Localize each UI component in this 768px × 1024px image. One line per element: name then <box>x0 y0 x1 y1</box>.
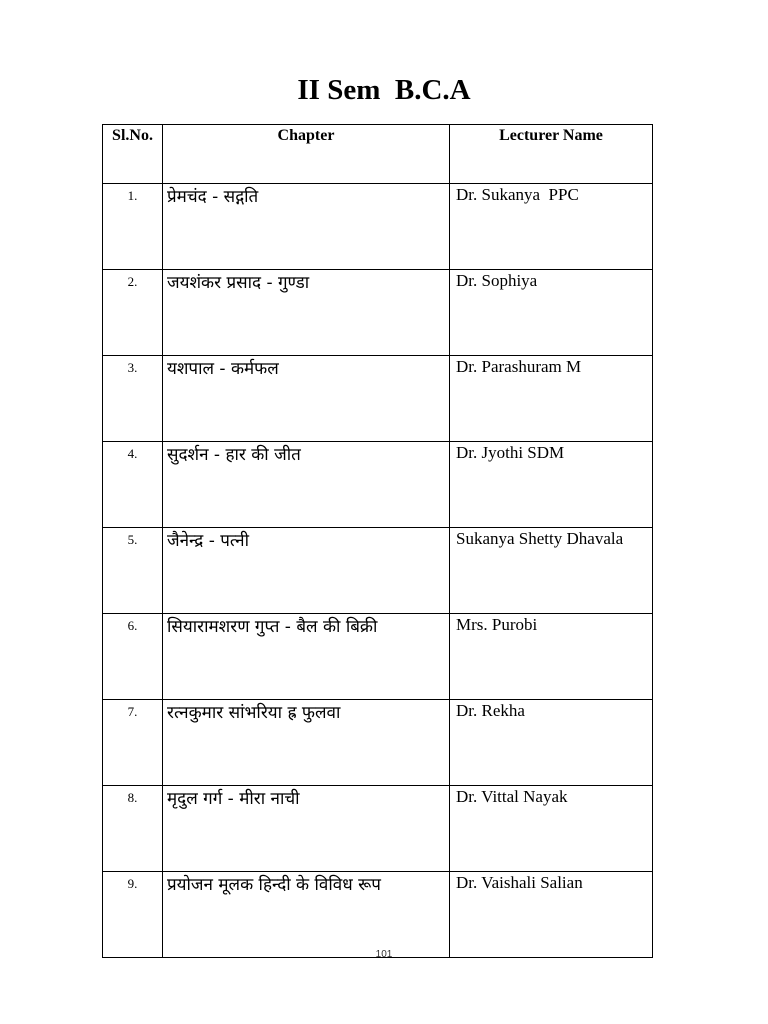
lecturer-cell: Sukanya Shetty Dhavala <box>450 528 653 614</box>
chapter-cell: मृदुल गर्ग - मीरा नाची <box>163 786 450 872</box>
table-row <box>103 356 653 442</box>
table-row <box>103 872 653 958</box>
lecturer-cell: Dr. Jyothi SDM <box>450 442 653 528</box>
table-header-row <box>103 125 653 184</box>
chapter-lecturer-table <box>102 124 653 958</box>
table-row <box>103 614 653 700</box>
lecturer-cell: Dr. Vaishali Salian <box>450 872 653 958</box>
sl-no-cell: 8. <box>103 786 163 872</box>
chapter-cell: प्रेमचंद - सद्गति <box>163 184 450 270</box>
header-sl-no: Sl.No. <box>103 125 163 184</box>
table-row <box>103 184 653 270</box>
sl-no-cell: 1. <box>103 184 163 270</box>
chapter-cell: जैनेन्द्र - पत्नी <box>163 528 450 614</box>
lecturer-cell: Dr. Parashuram M <box>450 356 653 442</box>
chapter-cell: जयशंकर प्रसाद - गुण्डा <box>163 270 450 356</box>
sl-no-cell: 9. <box>103 872 163 958</box>
chapter-cell: सुदर्शन - हार की जीत <box>163 442 450 528</box>
sl-no-cell: 6. <box>103 614 163 700</box>
lecturer-cell: Dr. Rekha <box>450 700 653 786</box>
header-lecturer-name: Lecturer Name <box>450 125 653 184</box>
lecturer-cell: Mrs. Purobi <box>450 614 653 700</box>
table-row <box>103 786 653 872</box>
lecturer-cell: Dr. Sukanya PPC <box>450 184 653 270</box>
lecturer-cell: Dr. Vittal Nayak <box>450 786 653 872</box>
header-chapter: Chapter <box>163 125 450 184</box>
sl-no-cell: 7. <box>103 700 163 786</box>
sl-no-cell: 2. <box>103 270 163 356</box>
sl-no-cell: 4. <box>103 442 163 528</box>
chapter-cell: सियारामशरण गुप्त - बैल की बिक्री <box>163 614 450 700</box>
chapter-cell: प्रयोजन मूलक हिन्दी के विविध रूप <box>163 872 450 958</box>
page-number: 101 <box>375 949 393 960</box>
lecturer-cell: Dr. Sophiya <box>450 270 653 356</box>
table-row <box>103 528 653 614</box>
table-row <box>103 442 653 528</box>
table-row <box>103 700 653 786</box>
chapter-cell: रत्नकुमार सांभरिया ह्र फुलवा <box>163 700 450 786</box>
sl-no-cell: 3. <box>103 356 163 442</box>
table-row <box>103 270 653 356</box>
page-title: II Sem B.C.A <box>297 74 471 106</box>
sl-no-cell: 5. <box>103 528 163 614</box>
chapter-cell: यशपाल - कर्मफल <box>163 356 450 442</box>
